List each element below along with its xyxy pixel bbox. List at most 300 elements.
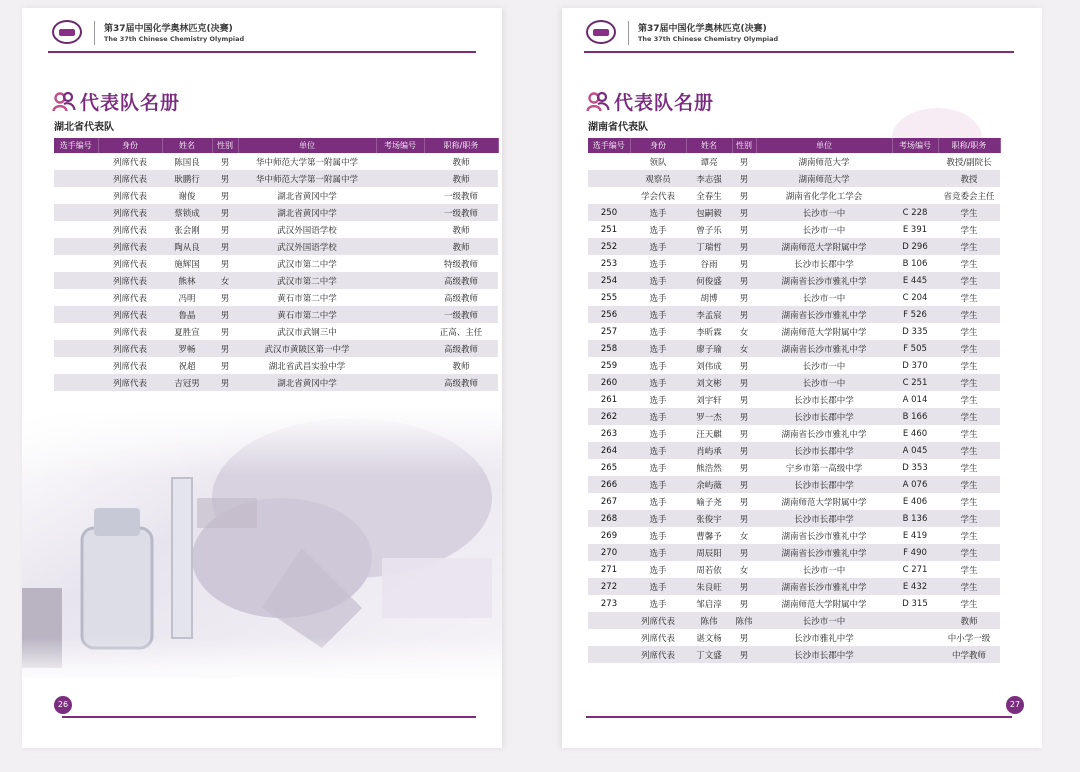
table-cell: 选手 [630, 595, 686, 612]
table-cell: 学生 [938, 323, 1000, 340]
table-cell: 男 [212, 153, 238, 170]
table-cell: 259 [588, 357, 630, 374]
table-cell: 男 [732, 459, 756, 476]
table-row [54, 238, 498, 255]
table-cell [892, 153, 938, 170]
table-cell: 刘文彬 [686, 374, 732, 391]
table-cell: 教师 [424, 238, 498, 255]
table-cell: 男 [732, 493, 756, 510]
table-cell: 男 [212, 204, 238, 221]
table-cell: 列席代表 [98, 238, 162, 255]
table-cell: 男 [732, 204, 756, 221]
table-cell [376, 306, 424, 323]
header-title-cn: 第37届中国化学奥林匹克(决赛) [638, 24, 767, 34]
table-cell: 李昕霖 [686, 323, 732, 340]
table-row [54, 272, 498, 289]
table-cell: 湖南师范大学 [756, 170, 892, 187]
table-cell: 谌文杨 [686, 629, 732, 646]
table-row [588, 510, 1000, 527]
table-cell: 男 [732, 306, 756, 323]
table-cell: D 370 [892, 357, 938, 374]
table-cell: 丁文盛 [686, 646, 732, 663]
table-cell: 男 [732, 646, 756, 663]
table-cell: 李孟宸 [686, 306, 732, 323]
table-cell: 湖北省黄冈中学 [238, 187, 376, 204]
table-row [54, 153, 498, 170]
table-cell [376, 374, 424, 391]
table-cell: 264 [588, 442, 630, 459]
table-cell: 武汉市武钢三中 [238, 323, 376, 340]
table-cell: 选手 [630, 374, 686, 391]
table-cell: 列席代表 [98, 289, 162, 306]
table-cell: 学生 [938, 510, 1000, 527]
table-cell: 男 [732, 153, 756, 170]
roster-table [54, 138, 499, 391]
people-icon [52, 90, 76, 114]
table-cell: A 045 [892, 442, 938, 459]
table-cell: 张会刚 [162, 221, 212, 238]
table-cell: D 315 [892, 595, 938, 612]
table-cell [892, 646, 938, 663]
table-cell: 学生 [938, 272, 1000, 289]
table-cell: 学会代表 [630, 187, 686, 204]
table-cell: 一级教师 [424, 306, 498, 323]
table-cell: 学生 [938, 595, 1000, 612]
table-cell: F 505 [892, 340, 938, 357]
table-cell: 冯明 [162, 289, 212, 306]
section-title-text: 代表队名册 [614, 92, 715, 114]
table-cell: 学生 [938, 306, 1000, 323]
column-header: 性别 [212, 138, 238, 153]
table-cell: 男 [732, 425, 756, 442]
table-cell: 252 [588, 238, 630, 255]
column-header: 姓名 [686, 138, 732, 153]
table-cell [376, 187, 424, 204]
table-cell: 谷雨 [686, 255, 732, 272]
table-cell: 选手 [630, 306, 686, 323]
table-row [588, 629, 1000, 646]
table-cell: 男 [212, 255, 238, 272]
table-cell [376, 323, 424, 340]
left-page [22, 8, 502, 748]
table-cell [54, 340, 98, 357]
table-cell: 学生 [938, 544, 1000, 561]
table-cell: 列席代表 [630, 612, 686, 629]
column-header: 考场编号 [376, 138, 424, 153]
table-cell: 学生 [938, 425, 1000, 442]
table-cell: 夏胜宣 [162, 323, 212, 340]
table-cell: 华中师范大学第一附属中学 [238, 153, 376, 170]
table-cell: 男 [732, 272, 756, 289]
table-cell: 选手 [630, 561, 686, 578]
table-cell: 257 [588, 323, 630, 340]
table-cell: 熊浩然 [686, 459, 732, 476]
table-row [54, 255, 498, 272]
table-cell: 一级教师 [424, 204, 498, 221]
table-cell [54, 306, 98, 323]
table-cell [54, 204, 98, 221]
table-cell: 高级教师 [424, 272, 498, 289]
table-cell: 刘宇轩 [686, 391, 732, 408]
table-cell: 男 [732, 221, 756, 238]
table-cell [54, 153, 98, 170]
table-cell: 选手 [630, 408, 686, 425]
table-cell: A 076 [892, 476, 938, 493]
table-row [54, 374, 498, 391]
table-cell: D 335 [892, 323, 938, 340]
table-cell: B 166 [892, 408, 938, 425]
table-cell: C 204 [892, 289, 938, 306]
table-cell: 陶从良 [162, 238, 212, 255]
table-cell: 男 [732, 476, 756, 493]
table-row [588, 612, 1000, 629]
glassware-illustration [22, 408, 502, 678]
table-row [588, 187, 1000, 204]
header-rule [584, 51, 1014, 53]
table-cell: 长沙市长郡中学 [756, 442, 892, 459]
column-header: 单位 [756, 138, 892, 153]
table-cell: 陈伟 [732, 612, 756, 629]
table-cell: 一级教师 [424, 187, 498, 204]
column-header: 性别 [732, 138, 756, 153]
header-title-en: The 37th Chinese Chemistry Olympiad [638, 35, 779, 43]
table-cell: 学生 [938, 459, 1000, 476]
table-row [588, 561, 1000, 578]
table-cell [54, 374, 98, 391]
table-cell: 邹启淳 [686, 595, 732, 612]
table-cell: 265 [588, 459, 630, 476]
table-cell: 男 [212, 306, 238, 323]
table-cell [376, 221, 424, 238]
table-row [588, 442, 1000, 459]
table-row [54, 340, 498, 357]
table-cell [376, 340, 424, 357]
table-cell: 何俊盛 [686, 272, 732, 289]
table-cell: 男 [212, 340, 238, 357]
table-cell: 学生 [938, 527, 1000, 544]
table-cell [376, 255, 424, 272]
table-cell: 湖北省黄冈中学 [238, 374, 376, 391]
table-cell: D 296 [892, 238, 938, 255]
table-cell: 260 [588, 374, 630, 391]
table-cell: 列席代表 [98, 187, 162, 204]
table-row [588, 323, 1000, 340]
column-header: 身份 [98, 138, 162, 153]
table-cell [376, 153, 424, 170]
table-cell: 266 [588, 476, 630, 493]
table-cell: 男 [212, 357, 238, 374]
table-cell: 长沙市一中 [756, 221, 892, 238]
table-cell: F 526 [892, 306, 938, 323]
table-row [588, 391, 1000, 408]
table-cell: 陈伟 [686, 612, 732, 629]
table-row [588, 527, 1000, 544]
column-header: 考场编号 [892, 138, 938, 153]
table-row [54, 221, 498, 238]
table-cell: 曹馨予 [686, 527, 732, 544]
table-cell: 男 [732, 578, 756, 595]
table-cell: 施辉国 [162, 255, 212, 272]
table-row [54, 323, 498, 340]
column-header: 选手编号 [54, 138, 98, 153]
table-cell: 选手 [630, 459, 686, 476]
table-cell: 男 [732, 374, 756, 391]
table-cell: 学生 [938, 561, 1000, 578]
table-cell: 张俊宇 [686, 510, 732, 527]
table-cell: 丁瑞哲 [686, 238, 732, 255]
table-cell: 学生 [938, 408, 1000, 425]
table-cell: 选手 [630, 442, 686, 459]
column-header: 身份 [630, 138, 686, 153]
table-cell [588, 646, 630, 663]
table-cell: 湖南师范大学 [756, 153, 892, 170]
table-cell: 男 [732, 187, 756, 204]
table-cell: 选手 [630, 289, 686, 306]
table-cell: 列席代表 [98, 340, 162, 357]
table-cell: 宁乡市第一高级中学 [756, 459, 892, 476]
page-number: 27 [1006, 696, 1024, 714]
table-cell: 学生 [938, 289, 1000, 306]
table-cell: 湖南师范大学附属中学 [756, 595, 892, 612]
table-cell: 长沙市长郡中学 [756, 408, 892, 425]
table-cell: E 445 [892, 272, 938, 289]
table-cell: 列席代表 [630, 629, 686, 646]
table-cell: 长沙市长郡中学 [756, 510, 892, 527]
table-cell: A 014 [892, 391, 938, 408]
table-cell: 湖南省长沙市雅礼中学 [756, 544, 892, 561]
table-cell: 汪天麒 [686, 425, 732, 442]
table-cell: 长沙市一中 [756, 612, 892, 629]
table-cell: 长沙市长郡中学 [756, 476, 892, 493]
table-row [588, 425, 1000, 442]
right-page [562, 8, 1042, 748]
table-cell: 全春生 [686, 187, 732, 204]
table-cell: 男 [212, 374, 238, 391]
table-row [588, 170, 1000, 187]
table-cell: C 251 [892, 374, 938, 391]
table-cell: 武汉市第二中学 [238, 255, 376, 272]
table-cell: 选手 [630, 238, 686, 255]
table-row [54, 187, 498, 204]
table-cell: 列席代表 [98, 221, 162, 238]
table-row [588, 306, 1000, 323]
table-row [588, 357, 1000, 374]
section-title [52, 88, 180, 115]
table-row [588, 476, 1000, 493]
table-cell [588, 629, 630, 646]
table-cell [54, 323, 98, 340]
table-cell: 湖南省化学化工学会 [756, 187, 892, 204]
table-cell: 261 [588, 391, 630, 408]
table-row [588, 153, 1000, 170]
table-cell: 罗畅 [162, 340, 212, 357]
table-cell: 领队 [630, 153, 686, 170]
page-header [52, 18, 502, 52]
table-cell: 长沙市长郡中学 [756, 391, 892, 408]
table-cell: 耿鹏行 [162, 170, 212, 187]
olympiad-logo-icon [52, 20, 82, 44]
table-cell: 258 [588, 340, 630, 357]
table-row [54, 357, 498, 374]
page-header [586, 18, 1042, 52]
table-cell: 男 [212, 221, 238, 238]
table-cell: 长沙市雅礼中学 [756, 629, 892, 646]
table-cell: 中学教师 [938, 646, 1000, 663]
header-divider [94, 21, 95, 45]
table-cell: 选手 [630, 255, 686, 272]
table-row [588, 408, 1000, 425]
table-cell: 陈国良 [162, 153, 212, 170]
table-cell: B 136 [892, 510, 938, 527]
table-cell: 251 [588, 221, 630, 238]
table-row [54, 289, 498, 306]
table-cell: 选手 [630, 357, 686, 374]
table-row [588, 289, 1000, 306]
table-cell: 列席代表 [98, 170, 162, 187]
table-cell: 教师 [424, 221, 498, 238]
header-title-en: The 37th Chinese Chemistry Olympiad [104, 35, 245, 43]
table-cell [892, 612, 938, 629]
table-cell [54, 357, 98, 374]
table-cell: 谭亮 [686, 153, 732, 170]
table-cell: 学生 [938, 442, 1000, 459]
table-cell: 正高、主任 [424, 323, 498, 340]
table-cell: 武汉市第二中学 [238, 272, 376, 289]
table-cell: 列席代表 [98, 272, 162, 289]
table-cell [54, 170, 98, 187]
table-cell [54, 289, 98, 306]
table-cell: 学生 [938, 221, 1000, 238]
table-cell: 255 [588, 289, 630, 306]
table-cell: 列席代表 [98, 204, 162, 221]
table-cell: 列席代表 [98, 153, 162, 170]
table-cell [892, 170, 938, 187]
table-cell: 华中师范大学第一附属中学 [238, 170, 376, 187]
table-cell: 学生 [938, 255, 1000, 272]
lab-glassware-photo [22, 408, 502, 678]
table-row [588, 255, 1000, 272]
table-cell: 女 [212, 272, 238, 289]
table-cell [54, 238, 98, 255]
table-cell [588, 612, 630, 629]
table-cell: 男 [732, 595, 756, 612]
roster-table [588, 138, 1001, 663]
table-cell: 男 [732, 357, 756, 374]
table-cell: 学生 [938, 357, 1000, 374]
table-cell: 男 [212, 187, 238, 204]
table-cell: 267 [588, 493, 630, 510]
table-cell: 学生 [938, 578, 1000, 595]
table-cell: 湖南省长沙市雅礼中学 [756, 425, 892, 442]
table-cell [588, 187, 630, 204]
table-row [588, 493, 1000, 510]
table-row [588, 272, 1000, 289]
table-cell: 学生 [938, 476, 1000, 493]
table-cell: 263 [588, 425, 630, 442]
table-cell: 男 [212, 238, 238, 255]
table-cell: 长沙市一中 [756, 357, 892, 374]
section-title [586, 88, 714, 115]
table-cell: 列席代表 [98, 323, 162, 340]
table-cell: 湖南省长沙市雅礼中学 [756, 527, 892, 544]
table-cell: 男 [732, 510, 756, 527]
table-cell: 学生 [938, 340, 1000, 357]
table-cell: 周若依 [686, 561, 732, 578]
table-cell: 朱良旺 [686, 578, 732, 595]
table-row [588, 459, 1000, 476]
table-cell: 罗一杰 [686, 408, 732, 425]
table-cell: B 106 [892, 255, 938, 272]
table-cell: 祝超 [162, 357, 212, 374]
table-cell [588, 170, 630, 187]
table-cell [376, 289, 424, 306]
table-cell: 男 [732, 442, 756, 459]
table-cell: 教授/副院长 [938, 153, 1000, 170]
column-header: 姓名 [162, 138, 212, 153]
table-cell [892, 187, 938, 204]
column-header: 选手编号 [588, 138, 630, 153]
table-cell: 周辰阳 [686, 544, 732, 561]
table-cell: 蔡锁成 [162, 204, 212, 221]
table-cell [892, 629, 938, 646]
table-row [588, 238, 1000, 255]
table-cell: E 406 [892, 493, 938, 510]
table-cell [54, 187, 98, 204]
column-header: 职称/职务 [424, 138, 498, 153]
table-cell: 观察员 [630, 170, 686, 187]
table-cell: 吉冠男 [162, 374, 212, 391]
table-row [54, 204, 498, 221]
table-cell: 教师 [938, 612, 1000, 629]
table-cell: 选手 [630, 476, 686, 493]
header-title-cn: 第37届中国化学奥林匹克(决赛) [104, 24, 233, 34]
header-rule [48, 51, 476, 53]
table-cell: 胡博 [686, 289, 732, 306]
table-cell [376, 170, 424, 187]
table-cell [54, 221, 98, 238]
table-cell: 谢俊 [162, 187, 212, 204]
table-cell: 女 [732, 561, 756, 578]
table-cell: 教师 [424, 170, 498, 187]
table-cell: 湖南省长沙市雅礼中学 [756, 578, 892, 595]
table-cell: 学生 [938, 238, 1000, 255]
table-cell: 湖北省武昌实验中学 [238, 357, 376, 374]
table-cell: 黄石市第二中学 [238, 306, 376, 323]
table-cell: 选手 [630, 578, 686, 595]
table-cell: 长沙市长郡中学 [756, 255, 892, 272]
table-cell: 选手 [630, 204, 686, 221]
table-cell: 男 [732, 544, 756, 561]
people-icon [586, 90, 610, 114]
table-cell: 学生 [938, 391, 1000, 408]
table-cell: 湖北省黄冈中学 [238, 204, 376, 221]
table-cell: 列席代表 [630, 646, 686, 663]
table-row [588, 544, 1000, 561]
table-cell: 男 [732, 170, 756, 187]
table-cell: 男 [732, 255, 756, 272]
table-cell: 男 [732, 629, 756, 646]
table-cell: 250 [588, 204, 630, 221]
table-cell: E 419 [892, 527, 938, 544]
table-cell: 男 [732, 408, 756, 425]
table-cell: 高级教师 [424, 289, 498, 306]
table-header-row [588, 138, 1000, 153]
footer-rule [586, 716, 1012, 718]
table-cell: 选手 [630, 425, 686, 442]
table-cell: 高级教师 [424, 374, 498, 391]
table-cell: 余屿薇 [686, 476, 732, 493]
table-cell: 男 [212, 170, 238, 187]
